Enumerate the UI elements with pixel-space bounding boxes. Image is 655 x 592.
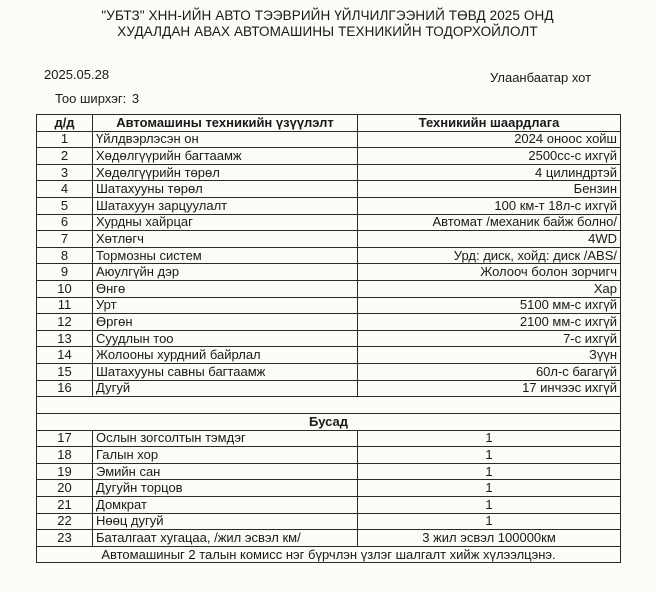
row-requirement: Урд: диск, хойд: диск /ABS/	[358, 247, 621, 264]
row-parameter: Нөөц дугуй	[93, 513, 358, 530]
blank-row	[37, 397, 621, 414]
row-parameter: Хөтлөгч	[93, 231, 358, 248]
row-parameter: Суудлын тоо	[93, 330, 358, 347]
header-requirement: Техникийн шаардлага	[358, 115, 621, 132]
table-row	[37, 497, 621, 514]
header-number: д/д	[37, 115, 93, 132]
table-row	[37, 231, 621, 248]
table-row	[37, 530, 621, 547]
row-requirement: Автомат /механик байж болно/	[358, 214, 621, 231]
row-number: 11	[37, 297, 93, 314]
section-row	[37, 414, 621, 431]
row-requirement: 2024 оноос хойш	[358, 131, 621, 148]
section-title: Бусад	[37, 414, 621, 431]
document-city: Улаанбаатар хот	[490, 70, 592, 85]
document-title	[0, 8, 655, 40]
row-parameter: Аюулгүйн дэр	[93, 264, 358, 281]
row-parameter: Хурдны хайрцаг	[93, 214, 358, 231]
table-row	[37, 430, 621, 447]
title-line-2: ХУДАЛДАН АВАХ АВТОМАШИНЫ ТЕХНИКИЙН ТОДОРХОЙЛОЛТ	[117, 24, 538, 39]
footer-note: Автомашиныг 2 талын комисс нэг бүрчлэн үзлэг шалгалт хийж хүлээлцэнэ.	[37, 546, 621, 563]
row-requirement: Бензин	[358, 181, 621, 198]
table-row	[37, 181, 621, 198]
row-number: 13	[37, 330, 93, 347]
row-parameter: Хөдөлгүүрийн төрөл	[93, 164, 358, 181]
row-number: 23	[37, 530, 93, 547]
row-requirement: 4WD	[358, 231, 621, 248]
row-requirement: 1	[358, 480, 621, 497]
row-number: 14	[37, 347, 93, 364]
table-row	[37, 314, 621, 331]
table-row	[37, 264, 621, 281]
table-row	[37, 247, 621, 264]
row-requirement: 100 км-т 18л-с ихгүй	[358, 197, 621, 214]
row-requirement: 7-с ихгүй	[358, 330, 621, 347]
row-number: 10	[37, 280, 93, 297]
row-number: 8	[37, 247, 93, 264]
row-parameter: Ослын зогсолтын тэмдэг	[93, 430, 358, 447]
row-number: 6	[37, 214, 93, 231]
table-row	[37, 480, 621, 497]
row-number: 4	[37, 181, 93, 198]
table-row	[37, 447, 621, 464]
row-requirement: Жолооч болон зорчигч	[358, 264, 621, 281]
row-parameter: Эмийн сан	[93, 463, 358, 480]
row-requirement: 2100 мм-с ихгүй	[358, 314, 621, 331]
row-requirement: 4 цилиндртэй	[358, 164, 621, 181]
row-number: 7	[37, 231, 93, 248]
table-row	[37, 513, 621, 530]
table-row	[37, 297, 621, 314]
row-parameter: Дугуй	[93, 380, 358, 397]
table-row	[37, 214, 621, 231]
table-row	[37, 380, 621, 397]
row-requirement: 17 инчээс ихгүй	[358, 380, 621, 397]
row-number: 1	[37, 131, 93, 148]
row-number: 18	[37, 447, 93, 464]
row-parameter: Өнгө	[93, 280, 358, 297]
row-parameter: Тормозны систем	[93, 247, 358, 264]
row-number: 12	[37, 314, 93, 331]
blank-cell	[37, 397, 621, 414]
row-parameter: Хөдөлгүүрийн багтаамж	[93, 148, 358, 165]
table-header-row	[37, 115, 621, 132]
row-number: 19	[37, 463, 93, 480]
row-requirement: 1	[358, 430, 621, 447]
table-row	[37, 197, 621, 214]
row-parameter: Дугуйн торцов	[93, 480, 358, 497]
row-requirement: 5100 мм-с ихгүй	[358, 297, 621, 314]
row-number: 9	[37, 264, 93, 281]
table-row	[37, 463, 621, 480]
row-number: 22	[37, 513, 93, 530]
row-parameter: Өргөн	[93, 314, 358, 331]
row-requirement: 1	[358, 497, 621, 514]
quantity-line	[53, 91, 139, 106]
row-number: 5	[37, 197, 93, 214]
row-parameter: Жолооны хурдний байрлал	[93, 347, 358, 364]
row-parameter: Урт	[93, 297, 358, 314]
quantity-value: 3	[131, 91, 140, 106]
header-parameter: Автомашины техникийн үзүүлэлт	[93, 115, 358, 132]
footer-note-row	[37, 546, 621, 563]
row-requirement: 1	[358, 447, 621, 464]
spec-table-body	[37, 131, 621, 563]
row-requirement: 3 жил эсвэл 100000км	[358, 530, 621, 547]
row-number: 20	[37, 480, 93, 497]
row-parameter: Галын хор	[93, 447, 358, 464]
title-line-1: "УБТЗ" ХНН-ИЙН АВТО ТЭЭВРИЙН ҮЙЛЧИЛГЭЭНИЙ ТӨВД 2025 ОНД	[101, 8, 554, 23]
document-date: 2025.05.28	[44, 67, 110, 82]
row-number: 3	[37, 164, 93, 181]
table-row	[37, 148, 621, 165]
row-number: 15	[37, 363, 93, 380]
row-requirement: 60л-с багагүй	[358, 363, 621, 380]
quantity-label: Тоо ширхэг:	[55, 91, 127, 106]
row-parameter: Шатахууны төрөл	[93, 181, 358, 198]
table-row	[37, 164, 621, 181]
row-parameter: Үйлдвэрлэсэн он	[93, 131, 358, 148]
row-requirement: 2500сс-с ихгүй	[358, 148, 621, 165]
row-number: 17	[37, 430, 93, 447]
table-row	[37, 347, 621, 364]
row-parameter: Домкрат	[93, 497, 358, 514]
row-requirement: 1	[358, 513, 621, 530]
row-requirement: Зүүн	[358, 347, 621, 364]
row-number: 2	[37, 148, 93, 165]
row-requirement: Хар	[358, 280, 621, 297]
row-number: 16	[37, 380, 93, 397]
table-row	[37, 280, 621, 297]
table-row	[37, 363, 621, 380]
table-row	[37, 131, 621, 148]
row-number: 21	[37, 497, 93, 514]
row-requirement: 1	[358, 463, 621, 480]
spec-table	[36, 114, 621, 563]
row-parameter: Баталгаат хугацаа, /жил эсвэл км/	[93, 530, 358, 547]
table-row	[37, 330, 621, 347]
row-parameter: Шатахууны савны багтаамж	[93, 363, 358, 380]
row-parameter: Шатахуун зарцуулалт	[93, 197, 358, 214]
